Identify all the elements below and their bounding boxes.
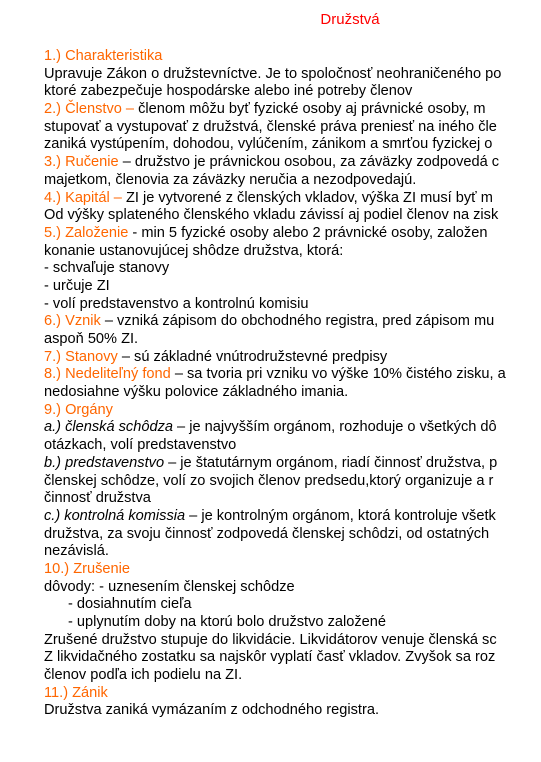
text-segment: ktoré zabezpečuje hospodárske alebo iné potreby členov: [44, 83, 413, 100]
document-body: [44, 48, 541, 720]
section-heading: 7.) Stanovy: [44, 348, 118, 365]
section-heading: 9.) Orgány: [44, 401, 113, 418]
text-segment: členov podľa ich podielu na ZI.: [44, 667, 243, 684]
text-segment: - dosiahnutím cieľa: [68, 596, 192, 613]
text-line: [44, 278, 541, 296]
text-line: [44, 136, 541, 154]
text-line: [44, 313, 541, 331]
text-line: [44, 101, 541, 119]
text-segment: Družstva zaniká vymázaním z odchodného registra.: [44, 702, 380, 719]
text-line: [44, 596, 541, 614]
text-line: [44, 349, 541, 367]
text-line: [44, 402, 541, 420]
text-line: [44, 455, 541, 473]
section-heading: 5.) Založenie: [44, 224, 129, 241]
text-line: [44, 119, 541, 137]
text-segment: stupovať a vystupovať z družstvá, členské práva preniesť na iného čle: [44, 118, 497, 135]
text-line: [44, 543, 541, 561]
text-line: [44, 48, 541, 66]
text-line: [44, 172, 541, 190]
text-segment: c.) kontrolná komissia: [44, 507, 186, 524]
text-segment: otázkach, volí predstavenstvo: [44, 437, 237, 454]
text-line: [44, 154, 541, 172]
text-line: [44, 331, 541, 349]
text-line: [44, 667, 541, 685]
section-heading: 6.) Vznik: [44, 313, 101, 330]
text-segment: majetkom, členovia za záväzky neručia a nezodpovedajú.: [44, 171, 417, 188]
text-segment: zaniká vystúpením, dohodou, vylúčením, zánikom a smrťou fyzickej o: [44, 136, 493, 153]
text-line: [44, 243, 541, 261]
text-segment: a.) členská schôdza: [44, 419, 173, 436]
text-segment: družstva, za svoju činnosť zodpovedá členskej schôdzi, od ostatných: [44, 525, 490, 542]
text-segment: nedosiahne výšku polovice základného imania.: [44, 384, 349, 401]
text-segment: b.) predstavenstvo: [44, 454, 165, 471]
text-segment: – je kontrolným orgánom, ktorá kontroluje všetk: [185, 507, 496, 524]
text-segment: Zrušené družstvo stupuje do likvidácie. Likvidátorov venuje členská sc: [44, 631, 497, 648]
text-segment: – je najvyšším orgánom, rozhoduje o všetkých dô: [172, 419, 497, 436]
section-heading: 2.) Členstvo –: [44, 101, 139, 118]
text-segment: konanie ustanovujúcej shôdze družstva, ktorá:: [44, 242, 344, 259]
document-title: Družstvá: [320, 11, 380, 28]
section-heading: 1.) Charakteristika: [44, 48, 163, 64]
section-heading: 10.) Zrušenie: [44, 560, 130, 577]
section-heading: 4.) Kapitál –: [44, 189, 126, 206]
text-segment: – sa tvoria pri vzniku vo výške 10% čistého zisku, a: [170, 366, 506, 383]
text-line: [44, 366, 541, 384]
text-line: [44, 473, 541, 491]
text-line: [44, 437, 541, 455]
text-line: [44, 579, 541, 597]
text-line: [44, 260, 541, 278]
text-segment: členom môžu byť fyzické osoby aj právnické osoby, m: [138, 101, 486, 118]
text-line: [44, 190, 541, 208]
text-segment: – vzniká zápisom do obchodného registra, pred zápisom mu: [100, 313, 495, 330]
text-segment: – družstvo je právnickou osobou, za záväzky zodpovedá c: [118, 154, 500, 171]
text-segment: Upravuje Zákon o družstevníctve. Je to spoločnosť neohraničeného po: [44, 65, 502, 82]
text-line: [44, 632, 541, 650]
section-heading: 8.) Nedeliteľný fond: [44, 366, 171, 383]
text-line: [44, 508, 541, 526]
text-segment: Od výšky splateného členského vkladu závissí aj podiel členov na zisk: [44, 207, 499, 224]
text-line: [44, 702, 541, 720]
text-line: [44, 296, 541, 314]
text-segment: – sú základné vnútrodružstevné predpisy: [117, 348, 388, 365]
text-segment: ZI je vytvorené z členských vkladov, výška ZI musí byť m: [125, 189, 493, 206]
text-segment: - uplynutím doby na ktorú bolo družstvo založené: [68, 614, 386, 630]
section-heading: 3.) Ručenie: [44, 154, 119, 171]
text-segment: - schvaľuje stanovy: [44, 260, 170, 277]
text-segment: - volí predstavenstvo a kontrolnú komisiu: [44, 295, 309, 312]
text-line: [44, 384, 541, 402]
text-segment: Z likvidačného zostatku sa najskôr vyplatí časť vkladov. Zvyšok sa roz: [44, 649, 496, 666]
text-line: [44, 561, 541, 579]
text-line: [44, 490, 541, 508]
text-segment: nezávislá.: [44, 543, 109, 560]
text-line: [44, 207, 541, 225]
text-segment: činnosť družstva: [44, 490, 151, 507]
text-segment: - určuje ZI: [44, 277, 110, 294]
text-line: [44, 526, 541, 544]
text-segment: – je štatutárnym orgánom, riadí činnosť družstva, p: [164, 454, 498, 471]
section-heading: 11.) Zánik: [44, 684, 108, 701]
text-line: [44, 685, 541, 703]
text-segment: aspoň 50% ZI.: [44, 331, 139, 347]
text-line: [44, 225, 541, 243]
text-line: [44, 614, 541, 632]
text-line: [44, 419, 541, 437]
text-line: [44, 66, 541, 84]
text-segment: členskej schôdze, volí zo svojich členov predsedu,ktorý organizuje a r: [44, 472, 494, 489]
text-line: [44, 649, 541, 667]
text-segment: dôvody: - uznesením členskej schôdze: [44, 578, 295, 595]
text-line: [44, 83, 541, 101]
text-segment: - min 5 fyzické osoby alebo 2 právnické osoby, založen: [128, 224, 488, 241]
